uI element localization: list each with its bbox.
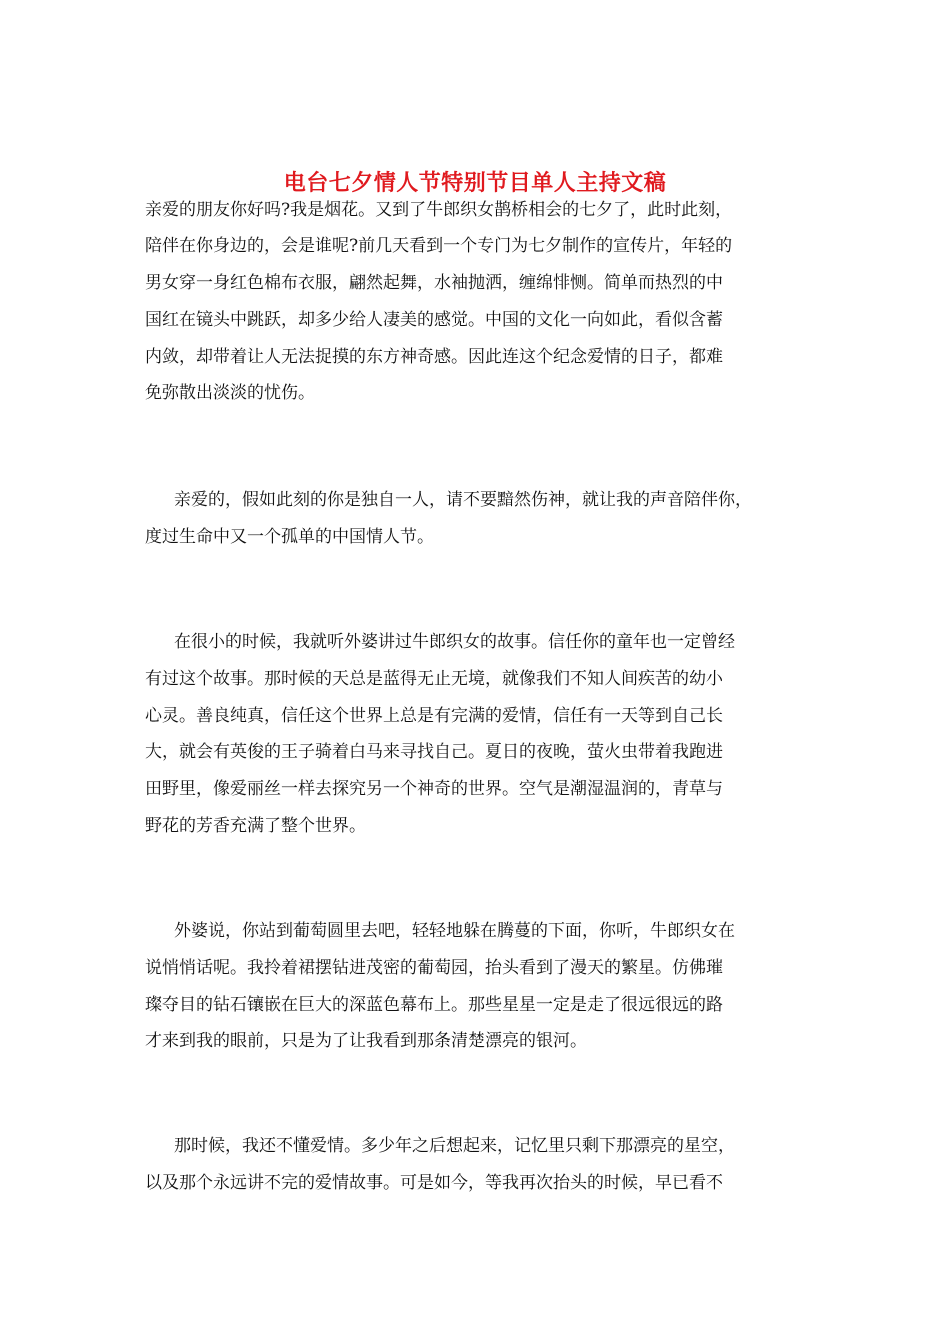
- paragraph-5-line-2: 以及那个永远讲不完的爱情故事。可是如今，等我再次抬头的时候，早已看不: [145, 1173, 723, 1193]
- paragraph-1-line-4: 国红在镜头中跳跃，却多少给人凄美的感觉。中国的文化一向如此，看似含蓄: [145, 310, 723, 330]
- paragraph-2-line-1: 亲爱的，假如此刻的你是独自一人，请不要黯然伤神，就让我的声音陪伴你，: [174, 490, 752, 510]
- paragraph-5-line-1: 那时候，我还不懂爱情。多少年之后想起来，记忆里只剩下那漂亮的星空，: [174, 1136, 735, 1156]
- paragraph-4-line-3: 璨夺目的钻石镶嵌在巨大的深蓝色幕布上。那些星星一定是走了很远很远的路: [145, 995, 723, 1015]
- paragraph-3-line-1: 在很小的时候，我就听外婆讲过牛郎织女的故事。信任你的童年也一定曾经: [174, 632, 735, 652]
- document-title: 电台七夕情人节特别节目单人主持文稿: [283, 169, 667, 196]
- paragraph-3-line-4: 大，就会有英俊的王子骑着白马来寻找自己。夏日的夜晚，萤火虫带着我跑进: [145, 742, 723, 762]
- paragraph-1-line-5: 内敛，却带着让人无法捉摸的东方神奇感。因此连这个纪念爱情的日子，都难: [145, 347, 723, 367]
- paragraph-1-line-1: 亲爱的朋友你好吗?我是烟花。又到了牛郎织女鹊桥相会的七夕了，此时此刻，: [145, 200, 733, 220]
- paragraph-4-line-2: 说悄悄话呢。我拎着裙摆钻进茂密的葡萄园，抬头看到了漫天的繁星。仿佛璀: [145, 958, 723, 978]
- paragraph-2-line-2: 度过生命中又一个孤单的中国情人节。: [145, 527, 434, 547]
- paragraph-3-line-5: 田野里，像爱丽丝一样去探究另一个神奇的世界。空气是潮湿温润的，青草与: [145, 779, 723, 799]
- paragraph-4-line-4: 才来到我的眼前，只是为了让我看到那条清楚漂亮的银河。: [145, 1031, 587, 1051]
- paragraph-1-line-3: 男女穿一身红色棉布衣服，翩然起舞，水袖抛洒，缠绵悱恻。简单而热烈的中: [145, 273, 723, 293]
- paragraph-3-line-6: 野花的芳香充满了整个世界。: [145, 816, 366, 836]
- paragraph-3-line-3: 心灵。善良纯真，信任这个世界上总是有完满的爱情，信任有一天等到自己长: [145, 706, 723, 726]
- paragraph-3-line-2: 有过这个故事。那时候的天总是蓝得无止无境，就像我们不知人间疾苦的幼小: [145, 669, 723, 689]
- paragraph-1-line-2: 陪伴在你身边的，会是谁呢?前几天看到一个专门为七夕制作的宣传片，年轻的: [145, 236, 733, 256]
- paragraph-1-line-6: 免弥散出淡淡的忧伤。: [145, 383, 315, 403]
- paragraph-4-line-1: 外婆说，你站到葡萄圆里去吧，轻轻地躲在腾蔓的下面，你听，牛郎织女在: [174, 921, 735, 941]
